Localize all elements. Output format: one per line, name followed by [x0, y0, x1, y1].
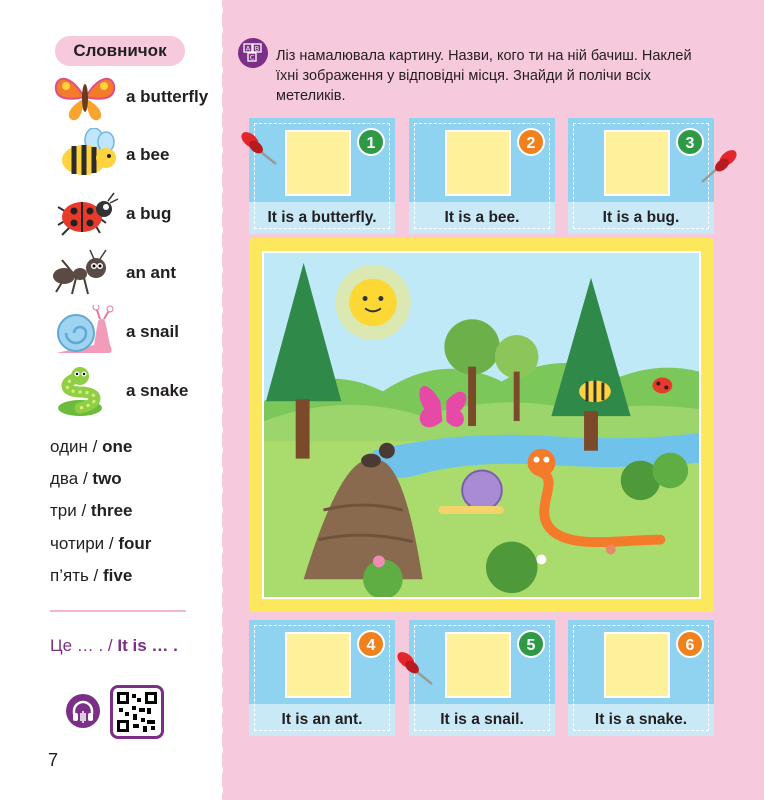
vocab-word: a snake [126, 381, 189, 400]
snail-icon [50, 305, 120, 359]
sticker-card-3 [568, 118, 714, 234]
card-number: 5 [517, 630, 545, 658]
sticker-placeholder[interactable] [285, 130, 351, 196]
card-caption: It is a bee. [409, 202, 555, 234]
vocab-item-butterfly [50, 70, 220, 124]
number-one: один / one [50, 437, 133, 456]
task-instruction: Ліз намалювала картину. Назви, кого ти на ній бачиш. Наклей їхні зображення у відповідні місця. Знайди й полічи всіх метеликів. [276, 48, 692, 104]
phrase-it-is: Це … . / It is … . [50, 636, 178, 655]
qr-code[interactable] [110, 685, 164, 739]
card-number: 4 [357, 630, 385, 658]
sticker-placeholder[interactable] [445, 632, 511, 698]
meadow-scene [262, 251, 701, 599]
sticker-card-4 [249, 620, 395, 736]
sticker-placeholder[interactable] [604, 632, 670, 698]
bug-icon [50, 187, 120, 241]
card-number: 2 [517, 128, 545, 156]
butterfly-icon [50, 70, 120, 124]
sticker-placeholder[interactable] [285, 632, 351, 698]
vocab-item-ant [50, 246, 220, 300]
card-caption: It is a snake. [568, 704, 714, 736]
abc-blocks-icon [238, 38, 268, 68]
card-number: 1 [357, 128, 385, 156]
vocab-item-snake [50, 364, 220, 418]
push-pin-icon [236, 126, 280, 170]
number-five: п’ять / five [50, 566, 133, 585]
svg-text:A: A [245, 44, 251, 53]
vocab-word: a bee [126, 145, 170, 164]
sticker-card-6 [568, 620, 714, 736]
card-caption: It is a bug. [568, 202, 714, 234]
card-number: 6 [676, 630, 704, 658]
number-two: два / two [50, 469, 122, 488]
number-four: чотири / four [50, 534, 152, 553]
sticker-placeholder[interactable] [604, 130, 670, 196]
card-number: 3 [676, 128, 704, 156]
vocab-word: a snail [126, 322, 179, 341]
page-number: 7 [48, 750, 59, 770]
card-caption: It is a snail. [409, 704, 555, 736]
card-caption: It is an ant. [249, 704, 395, 736]
sticker-placeholder[interactable] [445, 130, 511, 196]
vocab-item-bee [50, 128, 220, 182]
card-caption: It is a butterfly. [249, 202, 395, 234]
vocab-word: an ant [126, 263, 177, 282]
svg-text:C: C [249, 53, 255, 62]
divider [50, 610, 186, 612]
bee-icon [50, 128, 120, 182]
sun-icon [335, 265, 410, 340]
ant-icon [50, 246, 120, 300]
svg-text:B: B [254, 44, 260, 53]
headphones-icon[interactable] [66, 694, 100, 728]
vocab-item-snail [50, 305, 220, 359]
push-pin-icon [698, 146, 742, 190]
number-three: три / three [50, 501, 133, 520]
vocab-word: a bug [126, 204, 172, 223]
snake-icon [50, 364, 120, 418]
vocabulary-title: Словничок [55, 36, 185, 66]
sticker-card-2 [409, 118, 555, 234]
vocab-word: a butterfly [126, 87, 209, 106]
push-pin-icon [392, 646, 436, 690]
vocab-item-bug [50, 187, 220, 241]
